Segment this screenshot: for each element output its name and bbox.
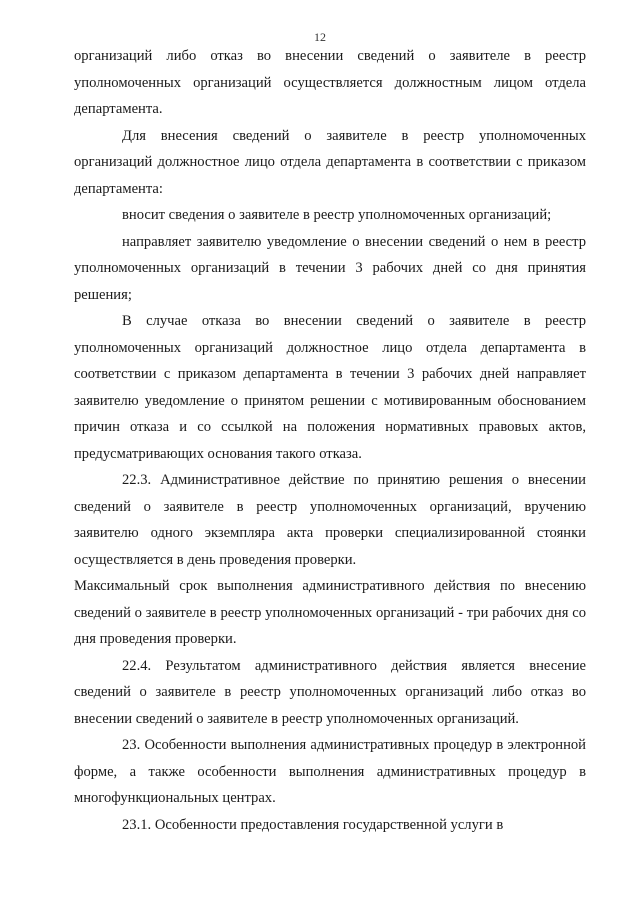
paragraph-2: Для внесения сведений о заявителе в реестр уполномоченных организаций должностное лицо отдела департамента в соответствии с приказом департамента:	[74, 127, 586, 197]
document-body	[74, 43, 586, 838]
paragraph-8: 22.4. Результатом административного действия является внесение сведений о заявителе в реестр уполномоченных организаций либо отказ во внесении сведений о заявителе в реестр уполномоченных организаций.	[74, 657, 586, 727]
page-number: 12	[314, 30, 326, 44]
paragraph-4: направляет заявителю уведомление о внесении сведений о нем в реестр уполномоченных организаций в течении 3 рабочих дней со дня принятия решения;	[74, 233, 586, 303]
paragraph-10: 23.1. Особенности предоставления государственной услуги в	[122, 816, 504, 833]
paragraph-7: Максимальный срок выполнения административного действия по внесению сведений о заявителе в реестр уполномоченных организаций - три рабочих дня со дня проведения проверки.	[74, 578, 586, 647]
paragraph-6: 22.3. Административное действие по принятию решения о внесении сведений о заявителе в реестр уполномоченных организаций, вручению заявителю одного экземпляра акта проверки специализированной стоянки осуществляется в день проведения проверки.	[74, 472, 586, 568]
paragraph-9: 23. Особенности выполнения административных процедур в электронной форме, а также особенности выполнения административных процедур в многофункциональных центрах.	[74, 737, 586, 806]
paragraph-5: В случае отказа во внесении сведений о заявителе в реестр уполномоченных организаций должностное лицо отдела департамента в соответствии с приказом департамента в течении 3 рабочих дней направляет заявителю уведомление о принятом решении с мотивированным обоснованием причин отказа и со ссылкой на положения нормативных правовых актов, предусматривающих основания такого отказа.	[74, 313, 586, 462]
paragraph-1: организаций либо отказ во внесении сведений о заявителе в реестр уполномоченных организаций осуществляется должностным лицом отдела департамента.	[74, 48, 586, 117]
paragraph-3: вносит сведения о заявителе в реестр уполномоченных организаций;	[122, 207, 552, 223]
